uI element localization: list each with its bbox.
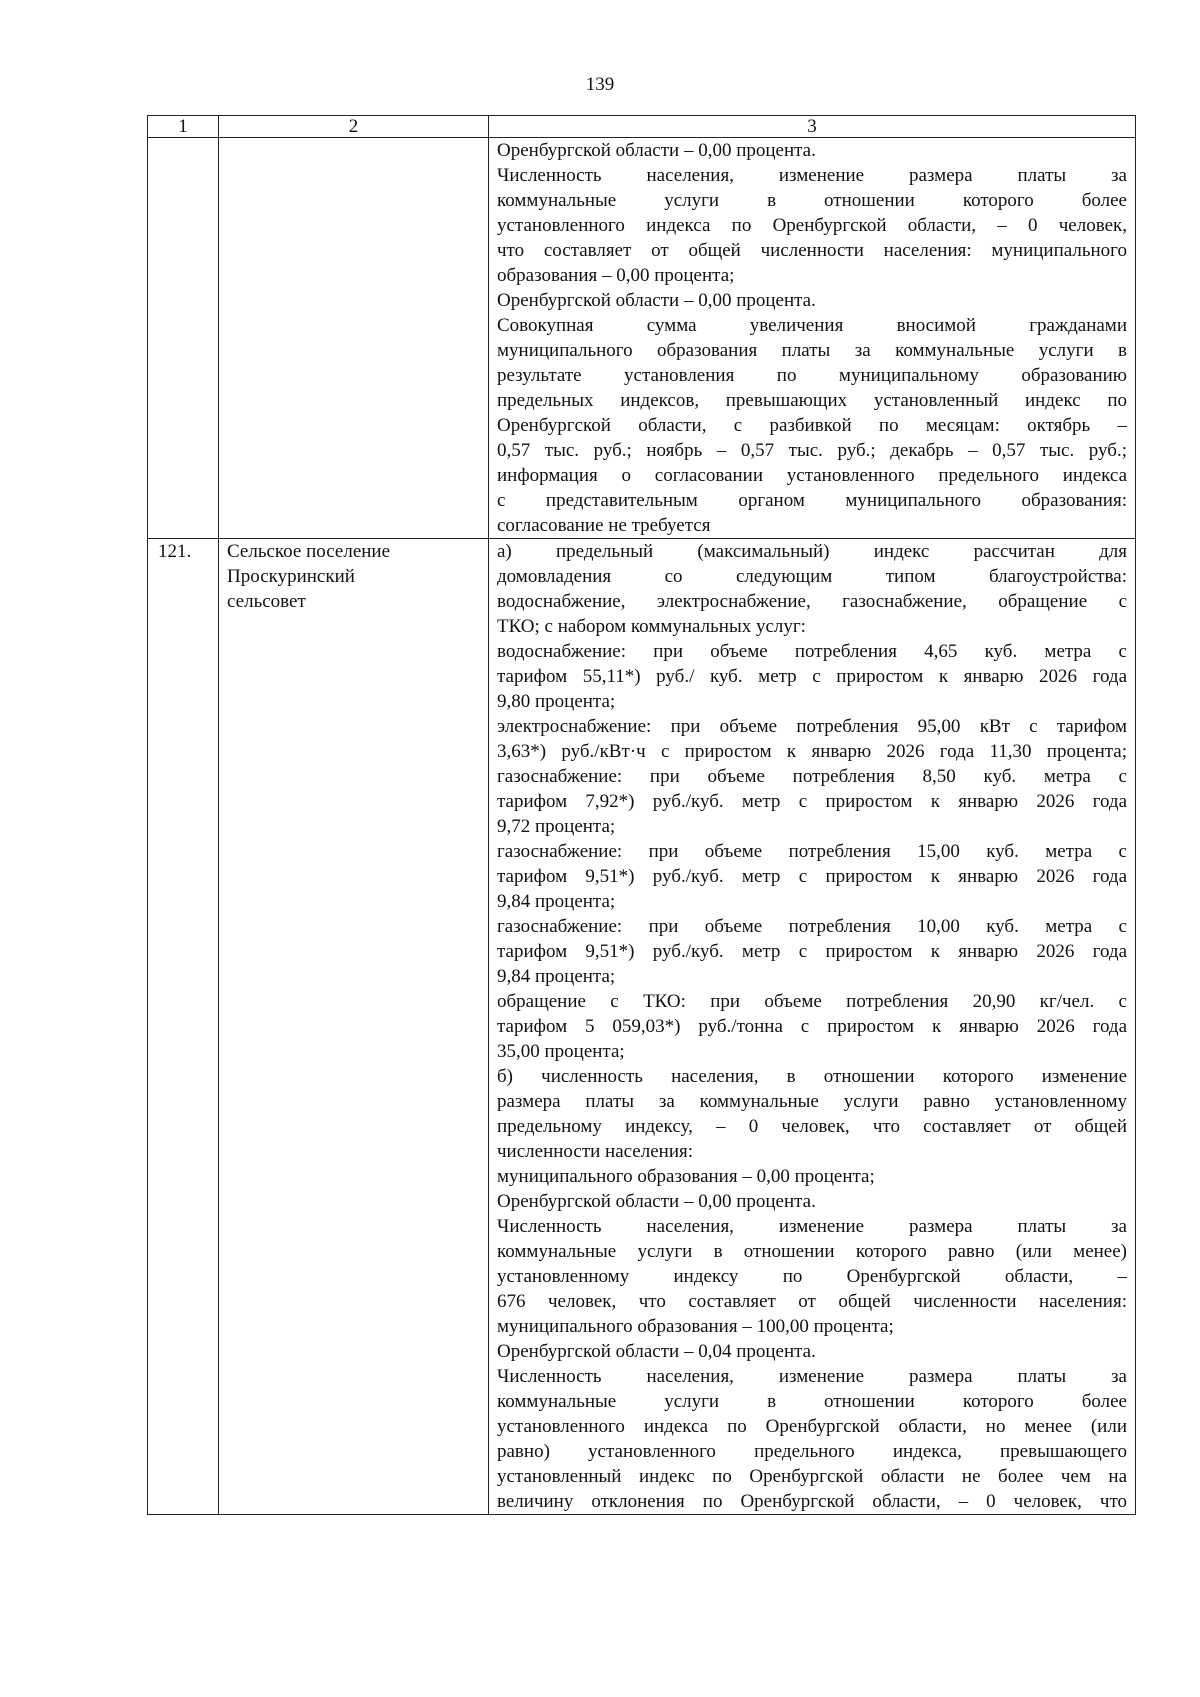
description-line: Оренбургской области, с разбивкой по месяцам: октябрь – [497, 415, 1127, 436]
description-line: тарифом 9,51*) руб./куб. метр с приростом к январю 2026 года [497, 941, 1127, 962]
index-description [489, 539, 1136, 1515]
municipality-name [219, 138, 489, 539]
description-line: тарифом 5 059,03*) руб./тонна с приростом к январю 2026 года [497, 1016, 1127, 1037]
description-line: 3,63*) руб./кВт·ч с приростом к январю 2026 года 11,30 процента; [497, 741, 1127, 762]
description-line: равно) установленного предельного индекса, превышающего [497, 1441, 1127, 1462]
description-line: Оренбургской области – 0,00 процента. [497, 1191, 816, 1212]
description-line: электроснабжение: при объеме потребления 95,00 кВт с тарифом [497, 716, 1127, 737]
description-line: газоснабжение: при объеме потребления 15,00 куб. метра с [497, 841, 1127, 862]
description-line: 35,00 процента; [497, 1041, 625, 1062]
municipality-name [219, 539, 489, 1515]
description-line: тарифом 7,92*) руб./куб. метр с приростом к январю 2026 года [497, 791, 1127, 812]
description-line: размера платы за коммунальные услуги равно установленному [497, 1091, 1127, 1112]
table-row [148, 138, 1136, 539]
description-line: 9,80 процента; [497, 691, 616, 712]
row-number: 121. [148, 539, 219, 1515]
index-description [489, 138, 1136, 539]
description-line: б) численность населения, в отношении которого изменение [497, 1066, 1127, 1087]
description-line: муниципального образования – 0,00 процента; [497, 1166, 875, 1187]
description-line: Численность населения, изменение размера платы за [497, 1366, 1127, 1387]
description-line: тарифом 9,51*) руб./куб. метр с приростом к январю 2026 года [497, 866, 1127, 887]
description-line: водоснабжение, электроснабжение, газоснабжение, обращение с [497, 591, 1127, 612]
description-line: численности населения: [497, 1141, 694, 1162]
description-line: что составляет от общей численности населения: муниципального [497, 240, 1127, 261]
page-number: 139 [585, 74, 615, 95]
description-line: Оренбургской области – 0,00 процента. [497, 140, 816, 161]
description-line: тарифом 55,11*) руб./ куб. метр с приростом к январю 2026 года [497, 666, 1127, 687]
description-line: установленного индекса по Оренбургской области, но менее (или [497, 1416, 1127, 1437]
description-line: результате установления по муниципальному образованию [497, 365, 1127, 386]
description-line: коммунальные услуги в отношении которого более [497, 190, 1127, 211]
description-line: водоснабжение: при объеме потребления 4,65 куб. метра с [497, 641, 1127, 662]
description-line: газоснабжение: при объеме потребления 10,00 куб. метра с [497, 916, 1127, 937]
description-line: Численность населения, изменение размера платы за [497, 165, 1127, 186]
table-row [148, 539, 1136, 1515]
description-line: обращение с ТКО: при объеме потребления 20,90 кг/чел. с [497, 991, 1127, 1012]
header-col-3: 3 [489, 116, 1136, 138]
description-line: установленному индексу по Оренбургской области, – [497, 1266, 1127, 1287]
description-line: установленный индекс по Оренбургской области не более чем на [497, 1466, 1127, 1487]
description-line: муниципального образования – 100,00 процента; [497, 1316, 894, 1337]
description-line: коммунальные услуги в отношении которого более [497, 1391, 1127, 1412]
description-line: Совокупная сумма увеличения вносимой гражданами [497, 315, 1127, 336]
municipality-name-line: сельсовет [227, 591, 306, 612]
table-header-row [148, 116, 1136, 138]
description-line: согласование не требуется [497, 515, 711, 536]
description-line: 9,84 процента; [497, 966, 616, 987]
description-line: предельному индексу, – 0 человек, что составляет от общей [497, 1116, 1127, 1137]
description-line: а) предельный (максимальный) индекс рассчитан для [497, 541, 1127, 562]
description-line: 9,72 процента; [497, 816, 616, 837]
description-line: образования – 0,00 процента; [497, 265, 735, 286]
row-number [148, 138, 219, 539]
description-line: величину отклонения по Оренбургской области, – 0 человек, что [497, 1491, 1127, 1512]
description-line: газоснабжение: при объеме потребления 8,50 куб. метра с [497, 766, 1127, 787]
description-line: с представительным органом муниципального образования: [497, 490, 1127, 511]
description-line: Оренбургской области – 0,00 процента. [497, 290, 816, 311]
description-line: установленного индекса по Оренбургской области, – 0 человек, [497, 215, 1127, 236]
header-col-1: 1 [148, 116, 219, 138]
description-line: Оренбургской области – 0,04 процента. [497, 1341, 816, 1362]
description-line: предельных индексов, превышающих установленный индекс по [497, 390, 1127, 411]
tariff-index-table [147, 115, 1136, 1515]
municipality-name-line: Проскуринский [227, 566, 355, 587]
description-line: информация о согласовании установленного предельного индекса [497, 465, 1127, 486]
description-line: ТКО; с набором коммунальных услуг: [497, 616, 806, 637]
header-col-2: 2 [219, 116, 489, 138]
description-line: 0,57 тыс. руб.; ноябрь – 0,57 тыс. руб.; декабрь – 0,57 тыс. руб.; [497, 440, 1127, 461]
description-line: 9,84 процента; [497, 891, 616, 912]
description-line: 676 человек, что составляет от общей численности населения: [497, 1291, 1127, 1312]
description-line: домовладения со следующим типом благоустройства: [497, 566, 1127, 587]
description-line: Численность населения, изменение размера платы за [497, 1216, 1127, 1237]
description-line: коммунальные услуги в отношении которого равно (или менее) [497, 1241, 1127, 1262]
municipality-name-line: Сельское поселение [227, 541, 391, 562]
description-line: муниципального образования платы за коммунальные услуги в [497, 340, 1127, 361]
